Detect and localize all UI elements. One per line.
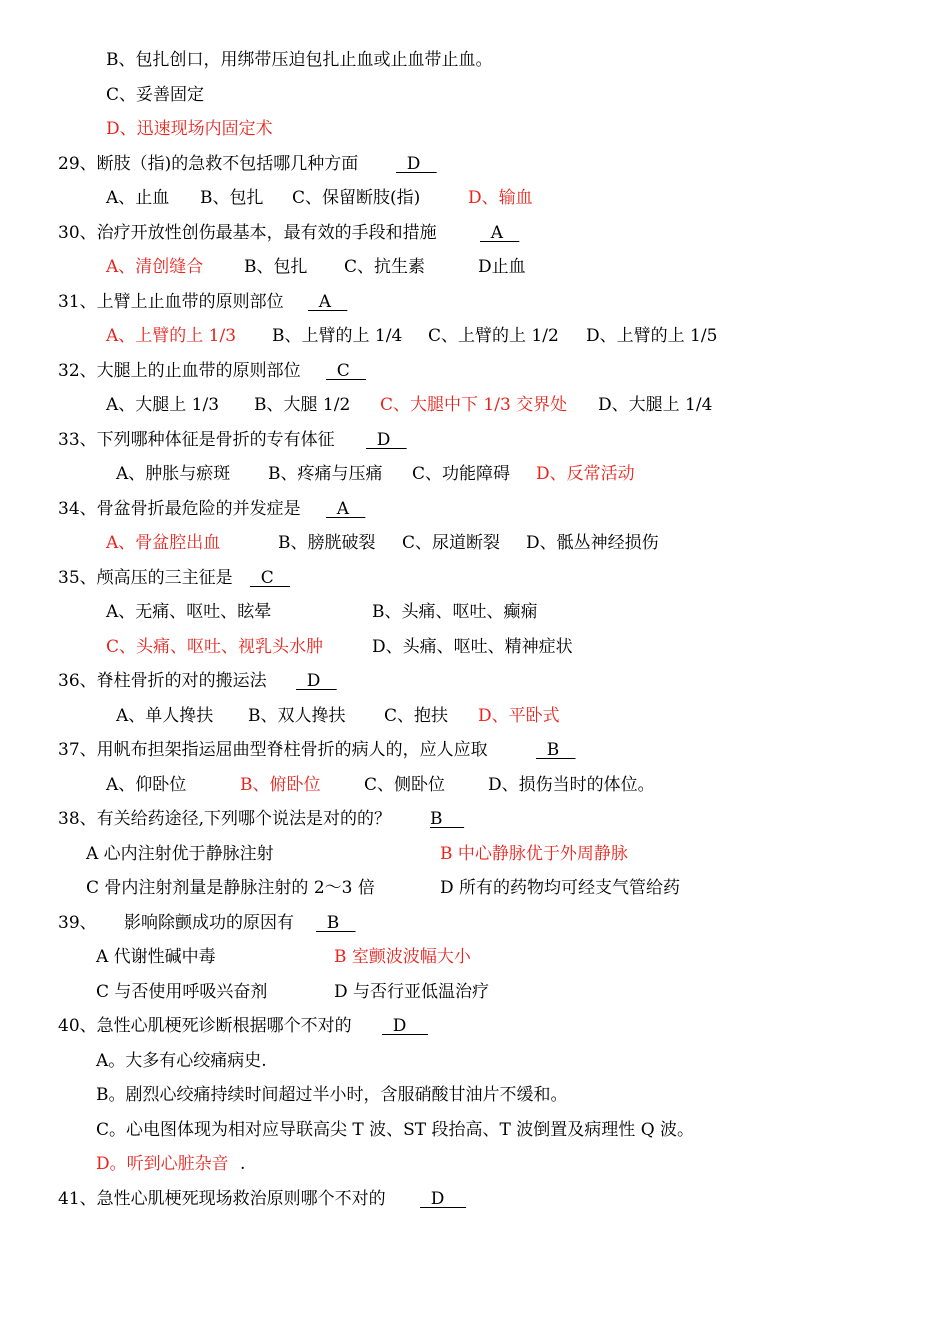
text-segment: 33、下列哪种体征是骨折的专有体征 (58, 430, 335, 450)
text-segment: D、大腿上 1/4 (598, 395, 713, 415)
text-segment: B。剧烈心绞痛持续时间超过半小时，含服硝酸甘油片不缓和。 (96, 1085, 568, 1105)
text-segment: 38、有关给药途径,下列哪个说法是对的的？ (58, 809, 392, 829)
text-segment: D止血 (478, 257, 526, 277)
text-segment: B、上臂的上 1/4 (272, 326, 403, 346)
correct-option: D、迅速现场内固定术 (106, 119, 273, 139)
answer-blank: D (366, 430, 407, 450)
text-segment: D、损伤当时的体位。 (488, 775, 655, 795)
text-segment: C、侧卧位 (364, 775, 446, 795)
text-segment: 36、脊柱骨折的对的搬运法 (58, 671, 267, 691)
text-segment: B、膀胱破裂 (278, 533, 376, 553)
text-segment: A 心内注射优于静脉注射 (86, 844, 274, 864)
text-segment: 34、骨盆骨折最危险的并发症是 (58, 499, 301, 519)
text-segment: C、上臂的上 1/2 (428, 326, 559, 346)
correct-option: C、头痛、呕吐、视乳头水肿 (106, 637, 324, 657)
correct-option: D、反常活动 (536, 464, 635, 484)
text-segment: 29、断肢（指)的急救不包括哪几种方面 (58, 154, 359, 174)
answer-blank: B (536, 740, 576, 760)
answer-blank: D (382, 1016, 429, 1036)
text-segment: 39、 (58, 913, 97, 933)
text-segment: C、尿道断裂 (402, 533, 501, 553)
text-segment: 37、用帆布担架指运屈曲型脊柱骨折的病人的，应人应取 (58, 740, 488, 760)
text-segment: A、无痛、呕吐、眩晕 (106, 602, 272, 622)
text-segment: D、上臂的上 1/5 (586, 326, 718, 346)
answer-blank: C (250, 568, 291, 588)
text-segment: A、大腿上 1/3 (106, 395, 220, 415)
answer-blank: A (308, 292, 348, 312)
text-segment: B、大腿 1/2 (254, 395, 351, 415)
correct-option: B 室颤波波幅大小 (334, 947, 471, 967)
correct-option: C、大腿中下 1/3 交界处 (380, 395, 568, 415)
text-segment: C 骨内注射剂量是静脉注射的 2～3 倍 (86, 878, 375, 898)
correct-option: D。听到心脏杂音 (96, 1154, 229, 1174)
text-segment: D 与否行亚低温治疗 (334, 982, 490, 1002)
text-segment: C、抗生素 (344, 257, 426, 277)
text-segment: C。心电图体现为相对应导联高尖 T 波、ST 段抬高、T 波倒置及病理性 Q 波。 (96, 1120, 695, 1140)
text-segment: B、包扎创口，用绑带压迫包扎止血或止血带止血。 (106, 50, 493, 70)
answer-blank: D (396, 154, 437, 174)
text-segment: B、包扎 (244, 257, 308, 277)
text-segment: A 代谢性碱中毒 (96, 947, 216, 967)
text-segment: D、骶丛神经损伤 (526, 533, 659, 553)
text-segment: D 所有的药物均可经支气管给药 (440, 878, 681, 898)
correct-option: A、清创缝合 (106, 257, 204, 277)
text-segment: A、肿胀与瘀斑 (116, 464, 231, 484)
text-segment: . (240, 1154, 246, 1174)
text-segment: 31、上臂上止血带的原则部位 (58, 292, 284, 312)
text-segment: A、仰卧位 (106, 775, 187, 795)
text-segment: C、功能障碍 (412, 464, 511, 484)
text-segment: B、头痛、呕吐、癫痫 (372, 602, 538, 622)
text-segment: 32、大腿上的止血带的原则部位 (58, 361, 301, 381)
correct-option: B 中心静脉优于外周静脉 (440, 844, 628, 864)
text-segment: B、包扎 (200, 188, 264, 208)
answer-blank: A (326, 499, 366, 519)
text-segment: 40、急性心肌梗死诊断根据哪个不对的 (58, 1016, 352, 1036)
answer-blank: B (430, 809, 465, 829)
correct-option: A、骨盆腔出血 (106, 533, 221, 553)
text-segment: B、疼痛与压痛 (268, 464, 383, 484)
text-segment: C、保留断肢(指) (292, 188, 421, 208)
answer-blank: C (326, 361, 367, 381)
text-segment: 影响除颤成功的原因有 (124, 913, 294, 933)
text-segment: C 与否使用呼吸兴奋剂 (96, 982, 268, 1002)
answer-blank: B (316, 913, 356, 933)
answer-blank: D (296, 671, 337, 691)
answer-blank: A (480, 223, 520, 243)
correct-option: D、平卧式 (478, 706, 560, 726)
text-segment: D、头痛、呕吐、精神症状 (372, 637, 573, 657)
text-segment: A、单人搀扶 (116, 706, 214, 726)
correct-option: D、输血 (468, 188, 533, 208)
text-segment: B、双人搀扶 (248, 706, 346, 726)
correct-option: B、俯卧位 (240, 775, 321, 795)
text-segment: A、止血 (106, 188, 170, 208)
text-segment: 41、急性心肌梗死现场救治原则哪个不对的 (58, 1189, 386, 1209)
text-segment: C、抱扶 (384, 706, 449, 726)
correct-option: A、上臂的上 1/3 (106, 326, 237, 346)
text-segment: 35、颅高压的三主征是 (58, 568, 233, 588)
text-segment: 30、治疗开放性创伤最基本，最有效的手段和措施 (58, 223, 437, 243)
text-segment: C、妥善固定 (106, 85, 205, 105)
text-segment: A。大多有心绞痛病史. (96, 1051, 267, 1071)
answer-blank: D (420, 1189, 467, 1209)
